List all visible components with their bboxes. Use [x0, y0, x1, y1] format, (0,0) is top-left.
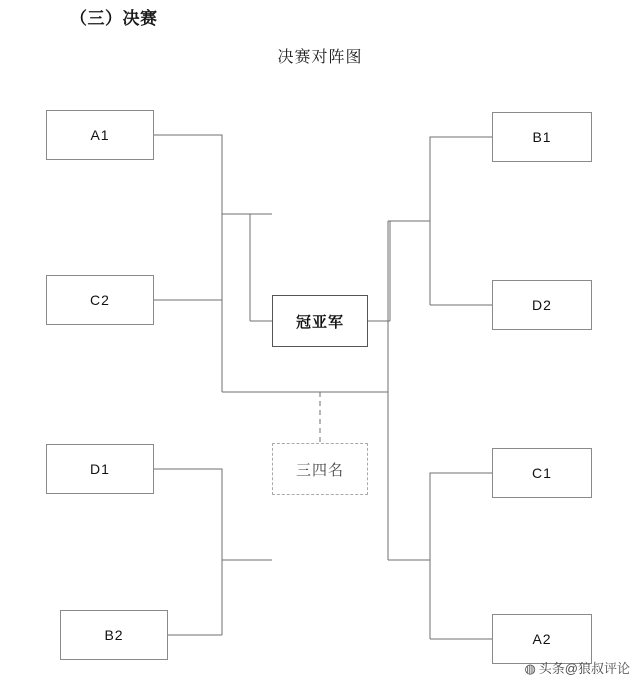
bracket-node-c1[interactable]: C1 [492, 448, 592, 498]
head-circle-icon: ◍ [524, 661, 536, 676]
bracket-node-third-place[interactable]: 三四名 [272, 443, 368, 495]
watermark-text: 头条@狼叔评论 [538, 661, 630, 676]
bracket-node-a2[interactable]: A2 [492, 614, 592, 664]
bracket-node-final[interactable]: 冠亚军 [272, 295, 368, 347]
page-title: 决赛对阵图 [277, 49, 363, 66]
bracket-node-d2[interactable]: D2 [492, 280, 592, 330]
bracket-node-b1[interactable]: B1 [492, 112, 592, 162]
bracket-node-d1[interactable]: D1 [46, 444, 154, 494]
bracket-node-b2[interactable]: B2 [60, 610, 168, 660]
watermark [524, 658, 630, 677]
section-heading: （三）决赛 [70, 9, 158, 28]
bracket-node-c2[interactable]: C2 [46, 275, 154, 325]
bracket-node-a1[interactable]: A1 [46, 110, 154, 160]
